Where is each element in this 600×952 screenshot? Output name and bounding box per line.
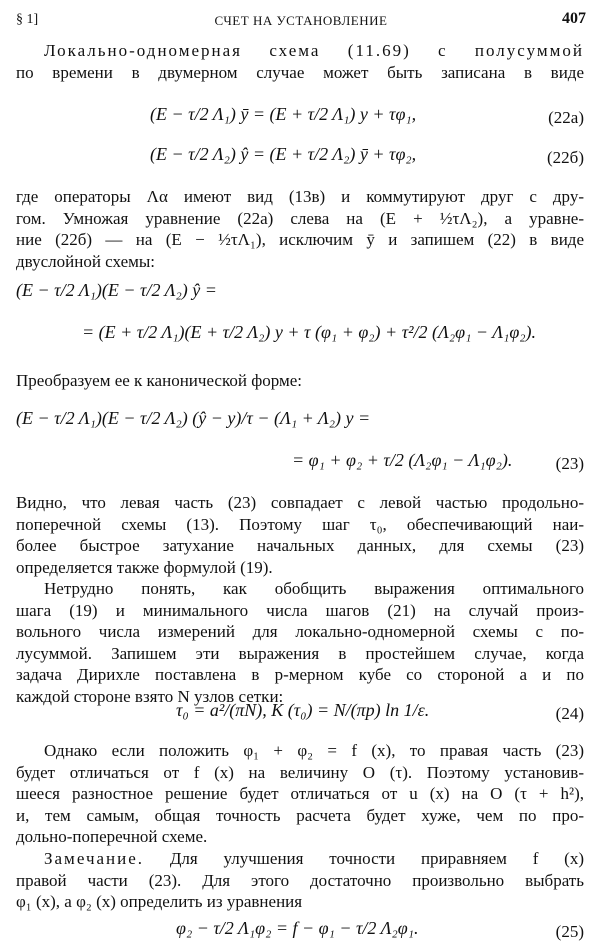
equation-number: (24): [555, 704, 584, 723]
equation-22-line-2: [16, 322, 584, 352]
running-title: СЧЕТ НА УСТАНОВЛЕНИЕ: [214, 13, 388, 28]
text-line: дольно-поперечной схеме.: [16, 827, 208, 847]
page-number: 407: [562, 10, 586, 27]
text-line: и, тем самым, общая точность расчета будет хуже, чем по про-: [16, 805, 584, 825]
equation-body: τ₀ = a²/(πN), K (τ₀) = N/(πp) ln 1/ε.: [176, 700, 430, 720]
paragraph-comparison: [16, 492, 584, 578]
remark-label: Замечание.: [44, 849, 145, 868]
equation-number: (25): [555, 922, 584, 941]
equation-24: [16, 700, 584, 730]
text-line: задача Дирихле поставлена в p-мерном кубе со стороной a и по: [16, 665, 584, 685]
paragraph-intro: [16, 40, 584, 83]
text-line: определяется также формулой (19).: [16, 557, 273, 577]
text-line: лусуммой. Запишем эти выражения в простейшем случае, когда: [16, 643, 584, 663]
paragraph-remark: [16, 848, 584, 913]
equation-body: (E − τ/2 Λ₂) ŷ = (E + τ/2 Λ₂) ȳ + τφ₂,: [150, 144, 417, 164]
equation-23-line-2: [16, 450, 584, 480]
text-line: более быстрое затухание начальных данных, для схемы (23): [16, 536, 584, 556]
equation-number: (22а): [548, 108, 584, 127]
section-marker: § 1]: [16, 12, 39, 27]
text-line: будет отличаться от f (x) на величину O (τ). Поэтому установив-: [16, 762, 584, 782]
text-line: Однако если положить φ₁ + φ₂ = f (x), то правая часть (23): [44, 741, 584, 760]
paragraph-canonical: [16, 370, 584, 392]
text-line: шага (19) и минимального числа шагов (21) на случай произ-: [16, 600, 584, 620]
paragraph-accuracy: [16, 740, 584, 848]
paragraph-operators: [16, 186, 584, 272]
text-line: вольного числа измерений для локально-одномерной схемы с по-: [16, 622, 584, 642]
text-line: шееся разностное решение будет отличаться от u (x) на O (τ + h²),: [16, 784, 584, 804]
equation-body: = (E + τ/2 Λ₁)(E + τ/2 Λ₂) y + τ (φ₁ + φ₂) + τ²/2 (Λ₂φ₁ − Λ₁φ₂).: [82, 322, 537, 342]
text-line: ние (22б) — на (E − ½τΛ₁), исключим ȳ и запишем (22) в виде: [16, 230, 584, 250]
equation-body: (E − τ/2 Λ₁)(E − τ/2 Λ₂) ŷ =: [16, 280, 217, 300]
equation-25: [16, 918, 584, 948]
running-header: [16, 10, 586, 32]
text-line: Локально-одномерная схема (11.69) с полусуммой: [44, 41, 584, 60]
equation-number: (23): [555, 454, 584, 473]
text-line: двуслойной схемы:: [16, 251, 156, 271]
equation-22-line-1: [16, 280, 584, 310]
text-line: φ₁ (x), а φ₂ (x) определить из уравнения: [16, 892, 303, 912]
equation-22a: [16, 104, 584, 134]
paragraph-generalization: [16, 578, 584, 708]
text-line: [16, 848, 584, 870]
equation-body: (E − τ/2 Λ₁)(E − τ/2 Λ₂) (ŷ − y)/τ − (Λ₁ + Λ₂) y =: [16, 408, 371, 428]
text-line: где операторы Λα имеют вид (13в) и коммутируют друг с дру-: [16, 187, 584, 206]
text-line: гом. Умножая уравнение (22а) слева на (E + ½τΛ₂), а уравне-: [16, 208, 584, 228]
text-line: Нетрудно понять, как обобщить выражения оптимального: [44, 579, 584, 598]
equation-number: (22б): [547, 148, 584, 167]
equation-body: φ₂ − τ/2 Λ₁φ₂ = f − φ₁ − τ/2 Λ₂φ₁.: [176, 918, 419, 938]
remark-text: Для улучшения точности приравняем f (x): [169, 849, 585, 868]
text-line: поперечной схемы (13). Поэтому шаг τ₀, обеспечивающий наи-: [16, 514, 584, 534]
text-line: правой части (23). Для этого достаточно произвольно выбрать: [16, 870, 584, 890]
equation-23-line-1: [16, 408, 584, 438]
text-line: Видно, что левая часть (23) совпадает с левой частью продольно-: [16, 493, 584, 512]
equation-22b: [16, 144, 584, 174]
equation-body: (E − τ/2 Λ₁) ȳ = (E + τ/2 Λ₁) y + τφ₁,: [150, 104, 417, 124]
text-line: каждой стороне взято N узлов сетки:: [16, 686, 284, 706]
text-line: Преобразуем ее к канонической форме:: [16, 371, 302, 390]
text-line: по времени в двумерном случае может быть записана в виде: [16, 62, 584, 82]
equation-body: = φ₁ + φ₂ + τ/2 (Λ₂φ₁ − Λ₁φ₂).: [292, 450, 513, 470]
